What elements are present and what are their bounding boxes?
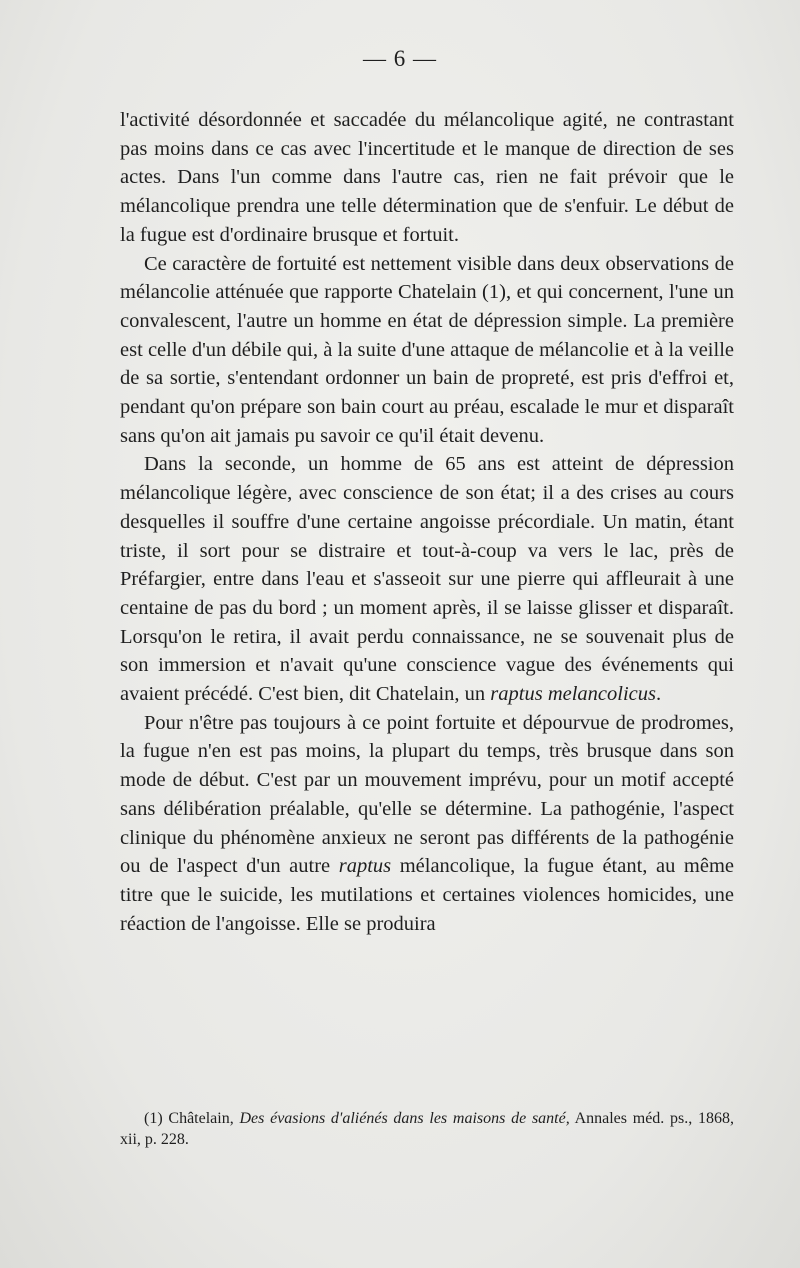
paragraph-text: Pour n'être pas toujours à ce point fortuite et dépourvue de prodromes, la fugue n'en est pas moins, la plupart du temps, très brusque dans son mode de début. C'est par un mouvement imprévu, pour un motif accepté sans délibération préalable, qu'elle se détermine. La pathogénie, l'aspect clinique du phénomène anxieux ne seront pas différents de la pathogénie ou de l'aspect d'un autre bbox=[120, 711, 734, 878]
paragraph-text: l'activité désordonnée et saccadée du mélancolique agité, ne contrastant pas moins dans ce cas avec l'incertitude et le manque de direction de ses actes. Dans l'un comme dans l'autre cas, rien ne fait prévoir que le mélancolique prendra une telle détermination que de s'enfuir. Le début de la fugue est d'ordinaire brusque et fortuit. bbox=[120, 109, 734, 246]
italic-term: raptus bbox=[338, 855, 392, 878]
paragraph-text: Ce caractère de fortuité est nettement visible dans deux observations de mélancolie atténuée que rapporte Chatelain (1), et qui concernent, l'une un convalescent, l'autre un homme en état de dépression simple. La première est celle d'un débile qui, à la suite d'une attaque de mélancolie et à la veille de sa sortie, s'entendant ordonner un bain de propreté, est pris d'effroi et, pendant qu'on prépare son bain court au préau, escalade le mur et disparaît sans qu'on ait jamais pu savoir ce qu'il était devenu. bbox=[120, 252, 734, 447]
italic-term: raptus melancolicus bbox=[490, 683, 656, 706]
paragraph-text: mélancolique, la fugue étant, au même titre que le suicide, les mutilations et certaines violences homicides, une réaction de l'angoisse. Elle se produira bbox=[120, 855, 734, 935]
page-number: — 6 — bbox=[363, 46, 437, 71]
paragraph-text: . bbox=[656, 683, 662, 706]
paragraph bbox=[120, 709, 734, 939]
paragraph-text: Dans la seconde, un homme de 65 ans est atteint de dépression mélancolique légère, avec conscience de son état; il a des crises au cours desquelles il souffre d'une certaine angoisse précordiale. Un matin, étant triste, il sort pour se distraire et tout-à-coup va vers le lac, près de Préfargier, entre dans l'eau et s'asseoit sur une pierre qui affleurait à une centaine de pas du bord ; un moment après, il se laisse glisser et disparaît. Lorsqu'on le retira, il avait perdu connaissance, ne se souvenait plus de son immersion et n'avait qu'une conscience vague des événements qui avaient précédé. C'est bien, dit Chatelain, un bbox=[120, 453, 734, 706]
footnote bbox=[120, 1108, 734, 1150]
paragraph bbox=[120, 106, 734, 250]
footnote-author: Châtelain, bbox=[168, 1110, 234, 1127]
paragraph bbox=[120, 250, 734, 451]
footnote-title: Des évasions d'aliénés dans les maisons de santé, bbox=[239, 1110, 570, 1127]
footnote-marker: (1) bbox=[144, 1110, 163, 1127]
paragraph bbox=[120, 450, 734, 708]
footnote-reference: Annales méd. ps., 1868, xii, p. 228. bbox=[120, 1110, 735, 1148]
body-text bbox=[120, 106, 734, 938]
